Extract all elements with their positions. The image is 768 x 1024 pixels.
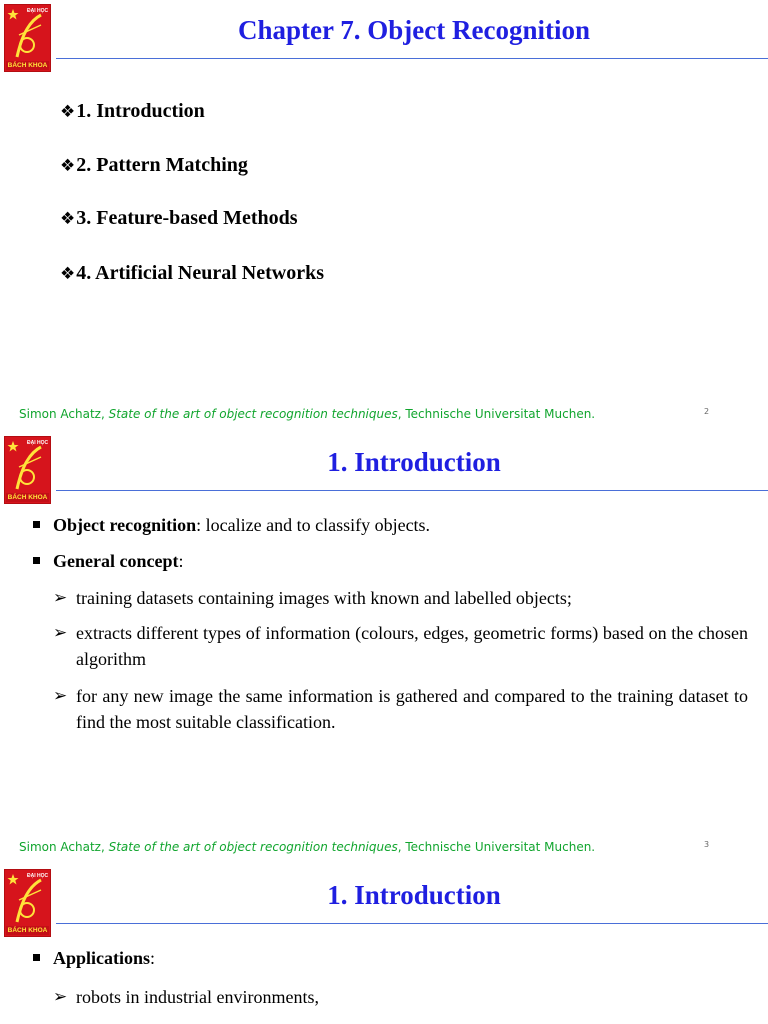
bullet-text: : localize and to classify objects. (196, 515, 431, 535)
footer-work: State of the art of object recognition techniques (108, 840, 398, 854)
logo-top-text: ĐẠI HỌC (27, 873, 49, 879)
bullet-applications (53, 948, 155, 969)
square-bullet-icon (33, 557, 40, 564)
slide-title: 1. Introduction (327, 880, 501, 910)
arrow-bullet-icon: ➢ (53, 588, 68, 608)
footer-institution: , Technische Universitat Muchen. (397, 840, 596, 854)
toc-item (60, 207, 298, 230)
sub-bullet: robots in industrial environments, (76, 987, 319, 1007)
slide-footer (19, 840, 595, 854)
slide-3 (0, 432, 768, 865)
toc-item-label: 1. Introduction (76, 100, 205, 122)
bullet-text: : (178, 551, 184, 571)
diamond-bullet-icon: ❖ (60, 209, 76, 229)
slide-footer (19, 407, 595, 421)
square-bullet-icon (33, 954, 40, 961)
bullet-term: Object recognition (53, 515, 197, 535)
arrow-bullet-icon: ➢ (53, 987, 68, 1007)
diamond-bullet-icon: ❖ (60, 264, 76, 284)
bullet-term: Applications (53, 948, 151, 968)
footer-author: Simon Achatz, (19, 407, 109, 421)
slide-title: Chapter 7. Object Recognition (238, 15, 590, 45)
bullet-general-concept (53, 551, 183, 572)
university-logo (4, 4, 51, 72)
title-rule (56, 58, 768, 59)
logo-bottom-text: BÁCH KHOA (7, 494, 48, 501)
toc-item (60, 154, 248, 177)
arrow-bullet-icon: ➢ (53, 623, 68, 643)
slide-2 (0, 0, 768, 432)
footer-author: Simon Achatz, (19, 840, 109, 854)
slide-title: 1. Introduction (327, 447, 501, 477)
toc-item-label: 2. Pattern Matching (76, 154, 248, 176)
university-logo (4, 869, 51, 937)
diamond-bullet-icon: ❖ (60, 156, 76, 176)
toc-item-label: 4. Artificial Neural Networks (76, 262, 324, 284)
logo-bottom-text: BÁCH KHOA (7, 927, 48, 934)
footer-institution: , Technische Universitat Muchen. (397, 407, 596, 421)
diamond-bullet-icon: ❖ (60, 102, 76, 122)
bullet-term: General concept (53, 551, 179, 571)
logo-top-text: ĐẠI HỌC (27, 440, 49, 446)
bullet-object-recognition (53, 515, 430, 536)
university-logo (4, 436, 51, 504)
title-rule (56, 490, 768, 491)
slide-4 (0, 865, 768, 1024)
title-rule (56, 923, 768, 924)
page-number: 2 (704, 407, 710, 416)
bullet-text: : (150, 948, 156, 968)
page-number: 3 (704, 840, 710, 849)
toc-item (60, 100, 205, 123)
toc-item (60, 262, 324, 285)
arrow-bullet-icon: ➢ (53, 686, 68, 706)
logo-top-text: ĐẠI HỌC (27, 8, 49, 14)
square-bullet-icon (33, 521, 40, 528)
logo-bottom-text: BÁCH KHOA (7, 62, 48, 69)
footer-work: State of the art of object recognition techniques (108, 407, 398, 421)
sub-bullet: extracts different types of information (colours, edges, geometric forms) based on the chosen algorithm (76, 623, 748, 669)
sub-bullet: training datasets containing images with known and labelled objects; (76, 588, 572, 608)
toc-item-label: 3. Feature-based Methods (76, 207, 298, 229)
sub-bullet: for any new image the same information is gathered and compared to the training dataset to find the most suitable classification. (76, 686, 748, 732)
